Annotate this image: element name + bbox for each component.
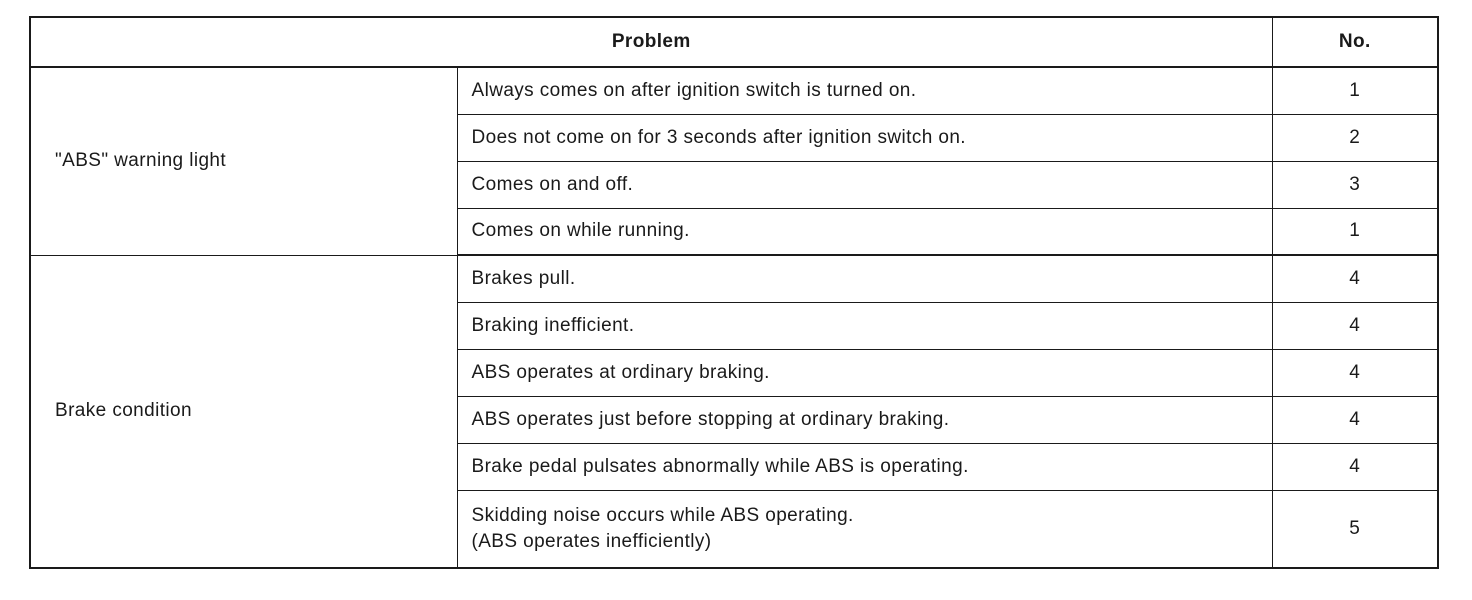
no-cell: 4: [1272, 443, 1438, 490]
problem-cell: Comes on while running.: [457, 208, 1272, 255]
problem-cell: ABS operates at ordinary braking.: [457, 349, 1272, 396]
no-cell: 1: [1272, 67, 1438, 114]
no-cell: 5: [1272, 490, 1438, 568]
table-row: [30, 67, 1438, 114]
no-cell: 4: [1272, 396, 1438, 443]
table-header-row: [30, 17, 1438, 67]
no-cell: 4: [1272, 349, 1438, 396]
problem-cell: [457, 490, 1272, 568]
no-cell: 4: [1272, 255, 1438, 302]
problem-table: [29, 16, 1439, 569]
problem-cell: Always comes on after ignition switch is turned on.: [457, 67, 1272, 114]
problem-cell: Brake pedal pulsates abnormally while ABS is operating.: [457, 443, 1272, 490]
problem-line: (ABS operates inefficiently): [471, 530, 712, 552]
group-label-brake-condition: Brake condition: [30, 255, 457, 568]
no-column-header: No.: [1272, 17, 1438, 67]
problem-cell: Comes on and off.: [457, 161, 1272, 208]
problem-line: Skidding noise occurs while ABS operating.: [471, 504, 854, 526]
no-cell: 4: [1272, 302, 1438, 349]
problem-column-header: Problem: [30, 17, 1272, 67]
no-cell: 2: [1272, 114, 1438, 161]
problem-cell: ABS operates just before stopping at ordinary braking.: [457, 396, 1272, 443]
group-label-abs-warning-light: "ABS" warning light: [30, 67, 457, 255]
problem-cell: Brakes pull.: [457, 255, 1272, 302]
problem-cell: Does not come on for 3 seconds after ignition switch on.: [457, 114, 1272, 161]
problem-cell: Braking inefficient.: [457, 302, 1272, 349]
no-cell: 3: [1272, 161, 1438, 208]
no-cell: 1: [1272, 208, 1438, 255]
table-row: [30, 255, 1438, 302]
